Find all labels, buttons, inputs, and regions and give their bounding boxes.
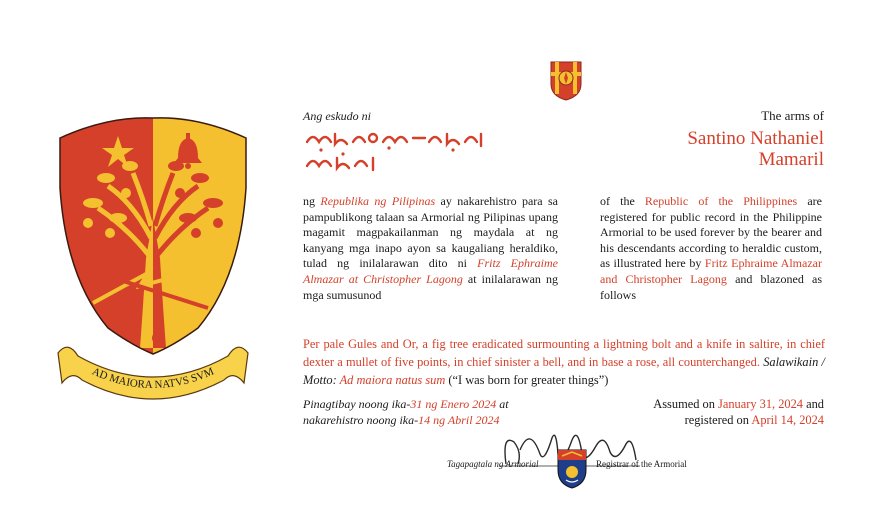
baybayin-name-script-icon bbox=[303, 128, 493, 174]
bearer-name: Santino Nathaniel Mamaril bbox=[687, 128, 824, 170]
english-registration-text: of the Republic of the Philippines are registered for public record in the Philippine Armorial to be used forever by the bearer and his descendants according to heraldic custom, as illustrated here by Fritz Ephraime Almazar and Christopher Lagong and blazoned as follows bbox=[600, 194, 822, 302]
filipino-dates: Pinagtibay noong ika-31 ng Enero 2024 at nakarehistro noong ika-14 ng Abril 2024 bbox=[303, 397, 509, 427]
armorial-seal-icon bbox=[556, 446, 588, 490]
coat-of-arms-shield bbox=[48, 108, 258, 418]
filipino-registration-text: ng Republika ng Pilipinas ay nakarehistro para sa pampublikong talaan sa Armorial ng Pilipinas upang magamit magpakailanman ng maydala at ng kanyang mga inapo ayon sa kaugaliang heraldiko, tulad ng inilalarawan dito ni Fritz Ephraime Almazar at Christopher Lagong at inilalarawan ng mga sumusunod bbox=[303, 194, 558, 302]
filipino-intro: Ang eskudo ni bbox=[303, 109, 371, 123]
armorial-badge-icon bbox=[549, 60, 583, 102]
english-registrar-label: Registrar of the Armorial bbox=[596, 459, 687, 469]
shield-motto-scroll: AD MAIORA NATVS SVM bbox=[90, 365, 216, 392]
blazon-text: Per pale Gules and Or, a fig tree eradicated surmounting a lightning bolt and a knife in saltire, in chief dexter a mullet of five points, in chief sinister a bell, and in base a rose, all counterchanged. Salawikain / Motto: Ad maiora natus sum (“I was born for greater things”) bbox=[303, 337, 825, 387]
english-dates: Assumed on January 31, 2024 and registered on April 14, 2024 bbox=[653, 397, 824, 427]
english-intro: The arms of bbox=[761, 108, 824, 123]
filipino-registrar-label: Tagapagtala ng Armorial bbox=[447, 459, 539, 469]
